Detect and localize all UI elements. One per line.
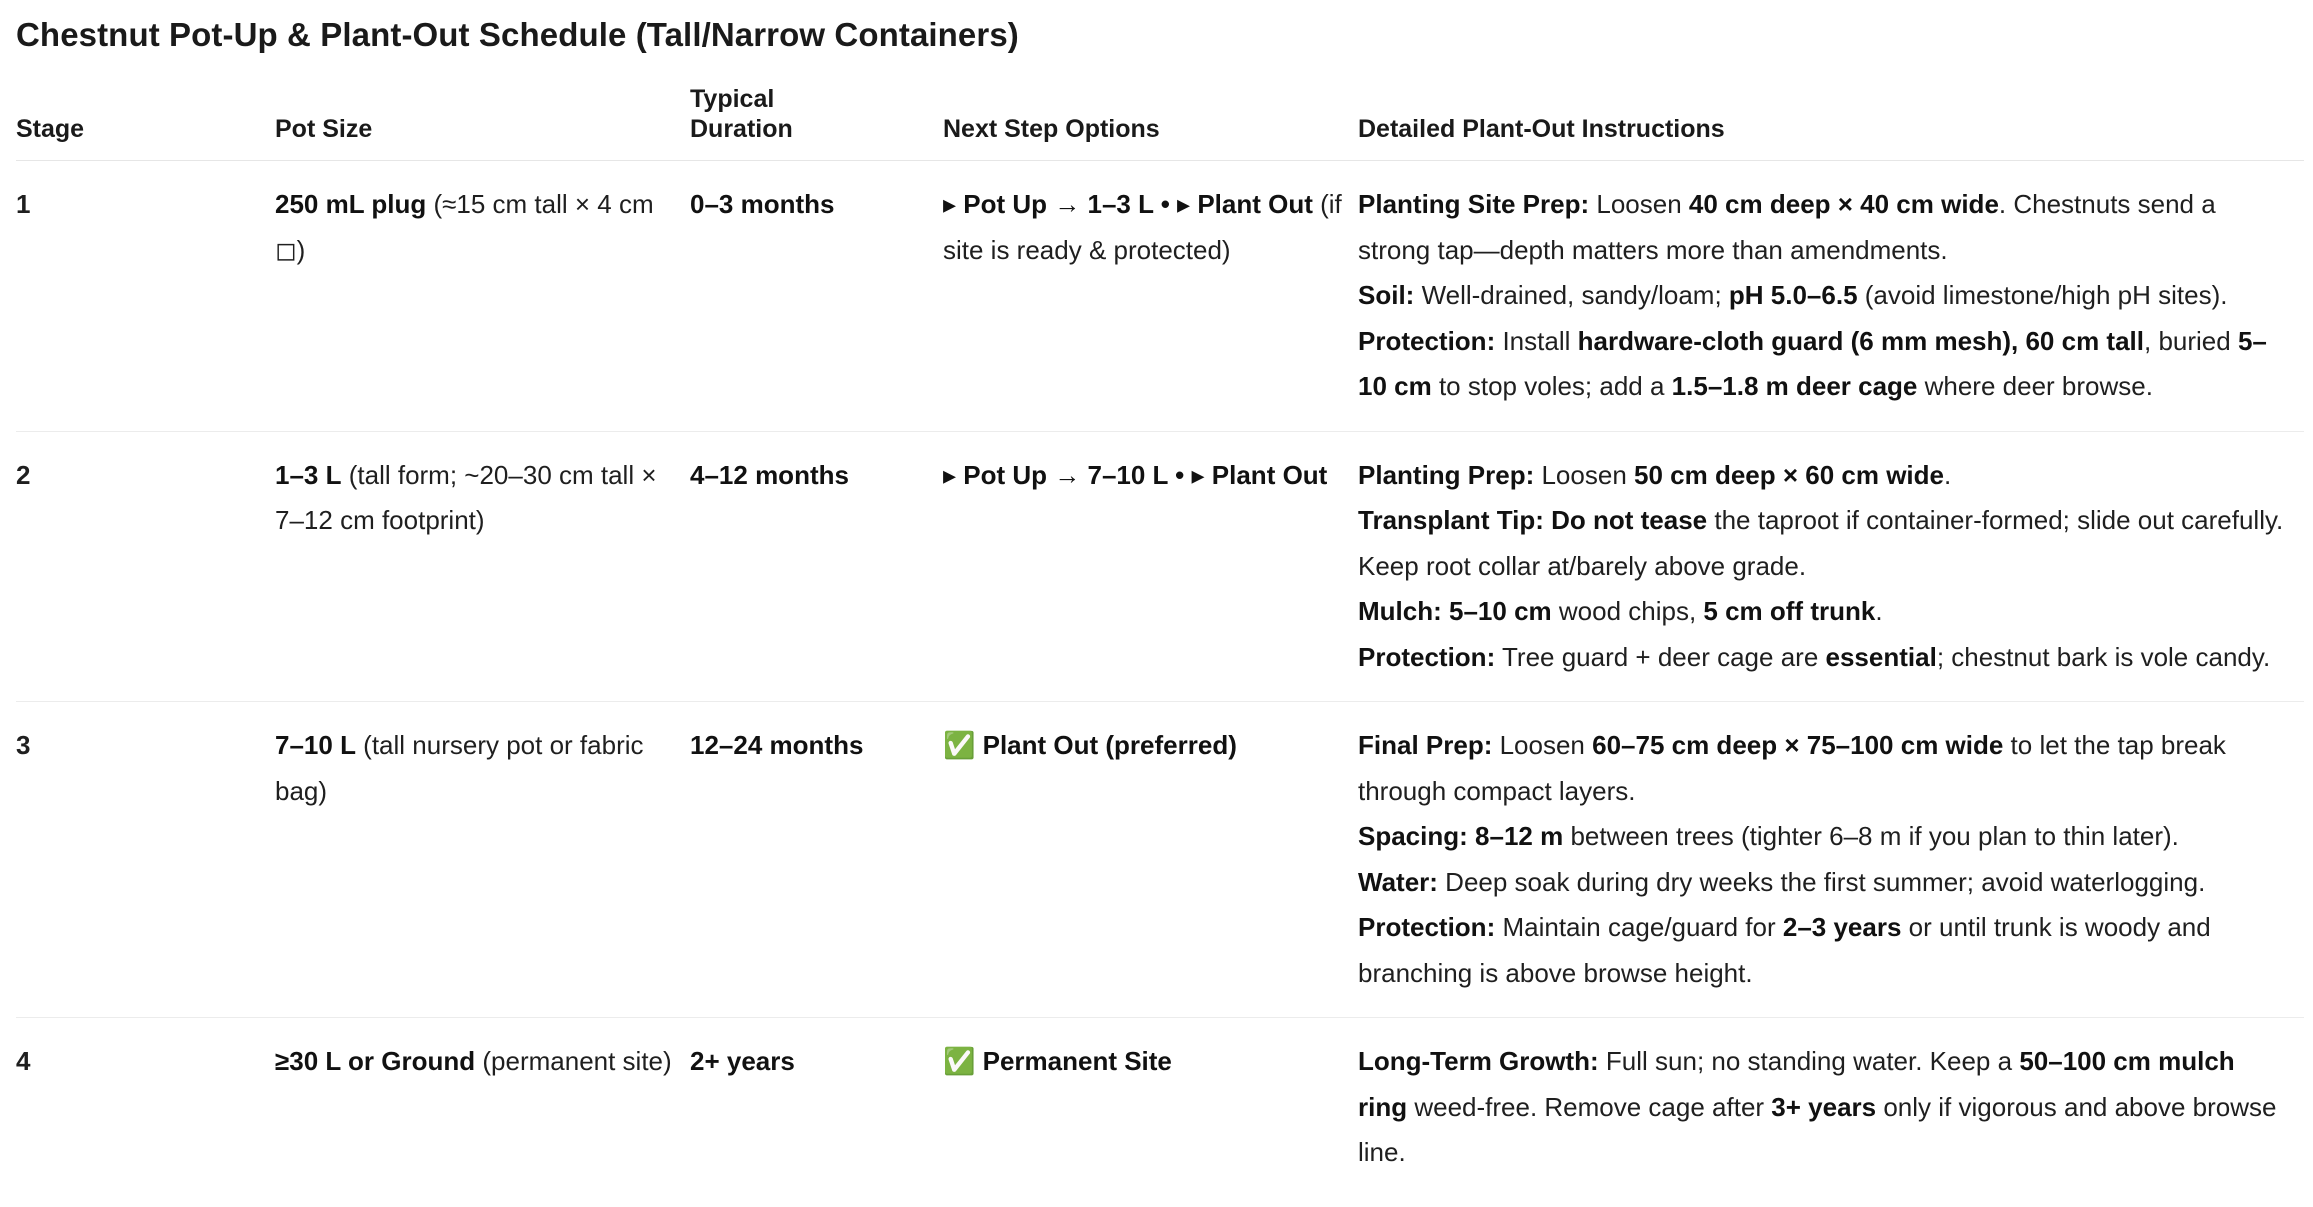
next-step-note: (if site is ready & protected) bbox=[943, 189, 1342, 265]
instruction-text: Well-drained, sandy/loam; bbox=[1414, 280, 1729, 310]
instruction-label: Planting Site Prep: bbox=[1358, 189, 1590, 219]
instruction-label: Mulch: bbox=[1358, 596, 1442, 626]
instruction-label: Protection: bbox=[1358, 641, 1496, 672]
instruction-emphasis: 5 cm off trunk bbox=[1703, 596, 1876, 626]
instruction-emphasis: 60–75 cm deep × 75–100 cm wide bbox=[1592, 730, 2004, 760]
instruction-line bbox=[1358, 589, 2288, 635]
instruction-emphasis: essential bbox=[1825, 641, 1937, 672]
table-body bbox=[16, 161, 2304, 1197]
instruction-line bbox=[1358, 814, 2288, 860]
instruction-emphasis: 1.5–1.8 m deer cage bbox=[1671, 371, 1918, 401]
pot-size-cell bbox=[275, 702, 690, 1018]
duration-cell: 4–12 months bbox=[690, 431, 943, 702]
next-step-cell bbox=[943, 161, 1358, 432]
instruction-label: Protection: bbox=[1358, 325, 1496, 356]
instruction-label: Planting Prep: bbox=[1358, 459, 1535, 490]
instruction-text: Maintain cage/guard for bbox=[1495, 912, 1783, 942]
instruction-text: to let the tap break through compact layers. bbox=[1358, 730, 2226, 806]
instruction-line bbox=[1358, 723, 2288, 814]
instruction-text: Loosen bbox=[1492, 730, 1593, 760]
instruction-emphasis: 8–12 m bbox=[1475, 821, 1564, 851]
instructions-cell bbox=[1358, 431, 2304, 702]
instruction-label: Final Prep: bbox=[1358, 730, 1493, 760]
next-step-value: ▸ Pot Up → 7–10 L • ▸ Plant Out bbox=[943, 459, 1328, 490]
instruction-line bbox=[1358, 1039, 2288, 1176]
next-step-cell bbox=[943, 1018, 1358, 1197]
header-pot-size: Pot Size bbox=[275, 84, 690, 161]
instruction-line bbox=[1358, 182, 2288, 273]
instruction-text: Install bbox=[1495, 325, 1578, 356]
instruction-line bbox=[1358, 498, 2288, 589]
instruction-line bbox=[1358, 635, 2288, 681]
stage-cell: 1 bbox=[16, 161, 275, 432]
instruction-text: between trees (tighter 6–8 m if you plan to thin later). bbox=[1563, 821, 2179, 851]
instruction-text: , buried bbox=[2144, 325, 2238, 356]
pot-size-note: (≈15 cm tall × 4 cm ◻) bbox=[275, 189, 654, 265]
instruction-text: . bbox=[1944, 459, 1952, 490]
instruction-text: Full sun; no standing water. Keep a bbox=[1598, 1046, 2020, 1076]
instruction-emphasis: 50 cm deep × 60 cm wide bbox=[1634, 459, 1944, 490]
header-row bbox=[16, 84, 2304, 161]
instruction-emphasis: pH 5.0–6.5 bbox=[1728, 280, 1858, 310]
pot-size-value: ≥30 L or Ground bbox=[275, 1046, 476, 1076]
table-row bbox=[16, 702, 2304, 1018]
instruction-label: Protection: bbox=[1358, 912, 1496, 942]
instruction-text: to stop voles; add a bbox=[1431, 371, 1672, 401]
instruction-label: Water: bbox=[1358, 866, 1438, 897]
pot-size-note: (permanent site) bbox=[475, 1046, 672, 1076]
duration-cell: 2+ years bbox=[690, 1046, 795, 1076]
instruction-text: Loosen bbox=[1589, 189, 1689, 219]
instruction-line bbox=[1358, 905, 2288, 996]
table-row bbox=[16, 1018, 2304, 1197]
instruction-text: ; chestnut bark is vole candy. bbox=[1936, 641, 2271, 672]
next-step-cell bbox=[943, 431, 1358, 702]
instructions-cell bbox=[1358, 161, 2304, 432]
pot-size-cell bbox=[275, 1018, 690, 1197]
header-instructions: Detailed Plant-Out Instructions bbox=[1358, 84, 2304, 161]
instruction-text: . bbox=[1875, 596, 1883, 626]
instruction-label: Spacing: bbox=[1358, 821, 1468, 851]
table-row bbox=[16, 161, 2304, 432]
pot-size-note: (tall nursery pot or fabric bag) bbox=[275, 730, 644, 806]
instruction-emphasis: Do not tease bbox=[1551, 505, 1708, 535]
next-step-cell bbox=[943, 702, 1358, 1018]
instruction-line bbox=[1358, 273, 2288, 319]
duration-cell: 0–3 months bbox=[690, 161, 943, 432]
pot-size-cell bbox=[275, 431, 690, 702]
instruction-text: . Chestnuts send a strong tap—depth matters more than amendments. bbox=[1358, 189, 2216, 265]
pot-size-value: 7–10 L bbox=[275, 730, 356, 760]
instruction-text: wood chips, bbox=[1551, 596, 1704, 626]
pot-size-note: (tall form; ~20–30 cm tall × 7–12 cm footprint) bbox=[275, 459, 657, 535]
stage-cell: 3 bbox=[16, 702, 275, 1018]
instruction-line bbox=[1358, 453, 2288, 499]
instruction-text: Deep soak during dry weeks the first summer; avoid waterlogging. bbox=[1437, 866, 2206, 897]
instruction-emphasis: 50–100 cm mulch ring bbox=[1358, 1046, 2235, 1122]
pot-size-cell bbox=[275, 161, 690, 432]
instruction-text: (avoid limestone/high pH sites). bbox=[1857, 280, 2228, 310]
stage-cell: 4 bbox=[16, 1046, 31, 1076]
page-title: Chestnut Pot-Up & Plant-Out Schedule (Tall/Narrow Containers) bbox=[16, 16, 1019, 53]
pot-size-value: 1–3 L bbox=[275, 459, 342, 490]
next-step-value: Plant Out (preferred) bbox=[982, 730, 1237, 760]
table-header bbox=[16, 84, 2304, 161]
instruction-text: where deer browse. bbox=[1917, 371, 2153, 401]
instruction-emphasis: 5–10 cm bbox=[1358, 325, 2267, 401]
instruction-text: Loosen bbox=[1534, 459, 1634, 490]
instruction-text: weed-free. Remove cage after bbox=[1407, 1091, 1772, 1122]
instruction-emphasis: 40 cm deep × 40 cm wide bbox=[1688, 189, 1999, 219]
instruction-text bbox=[1442, 596, 1449, 626]
header-stage: Stage bbox=[16, 84, 275, 161]
instruction-text bbox=[1468, 821, 1475, 851]
header-next-step: Next Step Options bbox=[943, 84, 1358, 161]
instruction-emphasis: hardware-cloth guard (6 mm mesh), 60 cm tall bbox=[1577, 325, 2144, 356]
check-mark-icon: ✅ bbox=[943, 1046, 976, 1076]
next-step-value: ▸ Pot Up → 1–3 L • ▸ Plant Out bbox=[943, 189, 1313, 219]
instruction-text: only if vigorous and above browse line. bbox=[1358, 1091, 2277, 1167]
pot-size-value: 250 mL plug bbox=[275, 189, 427, 219]
instruction-emphasis: 5–10 cm bbox=[1449, 596, 1552, 626]
instruction-label: Long-Term Growth: bbox=[1358, 1046, 1599, 1076]
instruction-line bbox=[1358, 860, 2288, 906]
instruction-text: the taproot if container-formed; slide out carefully. Keep root collar at/barely above grade. bbox=[1358, 505, 2284, 581]
instruction-text: Tree guard + deer cage are bbox=[1495, 641, 1826, 672]
stage-cell: 2 bbox=[16, 431, 275, 702]
check-mark-icon: ✅ bbox=[943, 730, 976, 760]
instructions-cell bbox=[1358, 702, 2304, 1018]
instruction-label: Transplant Tip: bbox=[1358, 505, 1544, 535]
table-row bbox=[16, 431, 2304, 702]
instruction-emphasis: 3+ years bbox=[1771, 1091, 1877, 1122]
instructions-cell bbox=[1358, 1018, 2304, 1197]
instruction-emphasis: 2–3 years bbox=[1782, 912, 1902, 942]
header-duration-line2: Duration bbox=[690, 115, 793, 143]
instruction-line bbox=[1358, 319, 2288, 410]
instruction-label: Soil: bbox=[1358, 280, 1415, 310]
header-duration-line1: Typical bbox=[690, 85, 775, 113]
instruction-text: or until trunk is woody and branching is above browse height. bbox=[1358, 912, 2211, 988]
header-duration bbox=[690, 84, 943, 161]
next-step-value: Permanent Site bbox=[982, 1046, 1172, 1076]
schedule-table bbox=[16, 84, 2304, 1197]
duration-cell: 12–24 months bbox=[690, 702, 943, 1018]
